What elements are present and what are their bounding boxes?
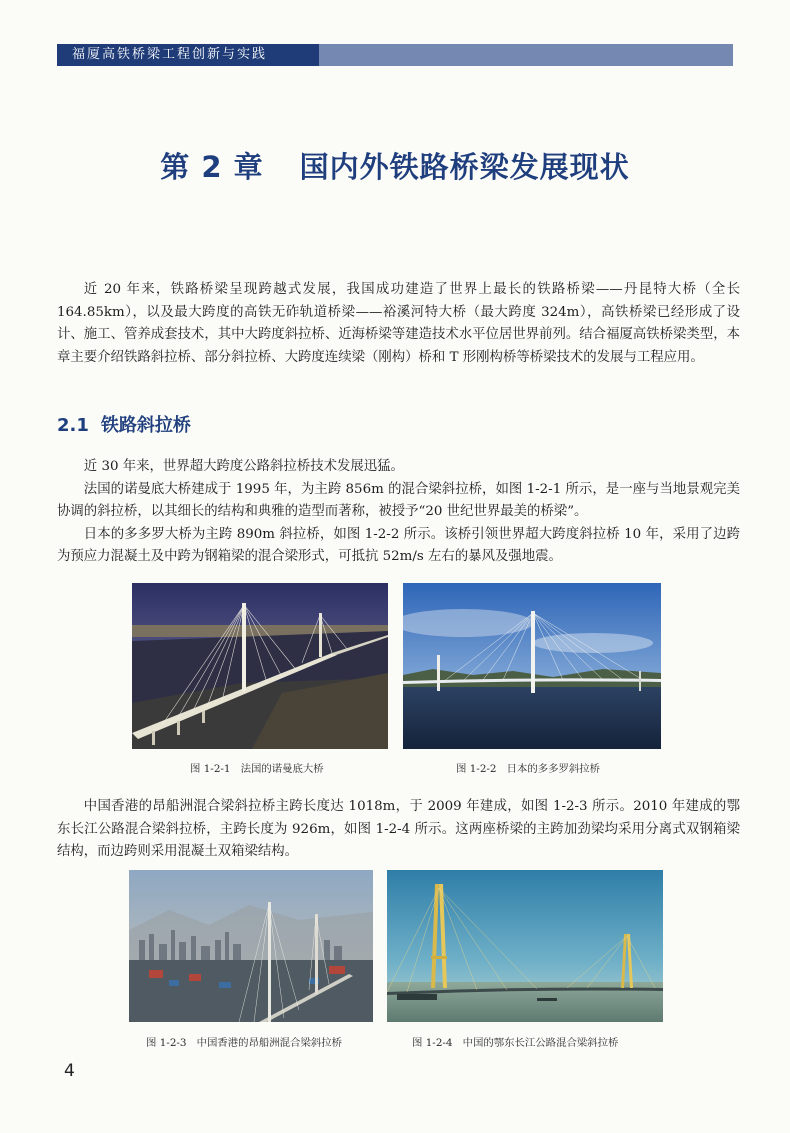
chapter-title xyxy=(0,145,790,186)
figure-tatara-bridge-photo xyxy=(403,583,661,749)
section-paragraphs xyxy=(57,456,740,569)
figure-caption xyxy=(190,760,324,775)
figure-number: 图 1-2-4 xyxy=(412,1037,453,1049)
figure-number: 图 1-2-2 xyxy=(456,763,497,775)
figure-number: 图 1-2-3 xyxy=(146,1037,187,1049)
figure-caption-text: 日本的多多罗斜拉桥 xyxy=(506,763,601,775)
figure-caption xyxy=(146,1034,342,1049)
section-heading xyxy=(57,411,191,437)
hk-paragraph-block xyxy=(57,796,740,864)
figure-caption-text: 中国的鄂东长江公路混合梁斜拉桥 xyxy=(462,1037,619,1049)
figure-stonecutters-bridge-photo xyxy=(129,870,373,1022)
paragraph: 日本的多多罗大桥为主跨 890m 斜拉桥，如图 1-2-2 所示。该桥引领世界超大跨度斜拉桥 10 年，采用了边跨为预应力混凝土及中跨为钢箱梁的混合梁形式，可抵抗 52m/s 左右的暴风及强地震。 xyxy=(57,526,740,565)
figure-caption xyxy=(412,1034,618,1049)
chapter-number: 第 2 章 xyxy=(160,150,264,184)
paragraph: 法国的诺曼底大桥建成于 1995 年，为主跨 856m 的混合梁斜拉桥，如图 1-2-1 所示，是一座与当地景观完美协调的斜拉桥，以其细长的结构和典雅的造型而著称，被授予“20 世纪世界最美的桥梁”。 xyxy=(57,481,740,520)
paragraph: 中国香港的昂船洲混合梁斜拉桥主跨长度达 1018m，于 2009 年建成，如图 1-2-3 所示。2010 年建成的鄂东长江公路混合梁斜拉桥，主跨长度为 926m，如图 1-2-4 所示。这两座桥梁的主跨加劲梁均采用分离式双钢箱梁结构，而边跨则采用混凝土双箱梁结构。 xyxy=(57,799,740,860)
intro-paragraph-block xyxy=(57,279,740,369)
figure-normandy-bridge-photo xyxy=(132,583,388,749)
chapter-title-text: 国内外铁路桥梁发展现状 xyxy=(299,150,630,184)
figure-edong-bridge-photo xyxy=(387,870,663,1022)
section-title: 铁路斜拉桥 xyxy=(100,415,191,436)
figure-caption-text: 法国的诺曼底大桥 xyxy=(240,763,324,775)
intro-paragraph: 近 20 年来，铁路桥梁呈现跨越式发展，我国成功建造了世界上最长的铁路桥梁——丹昆特大桥（全长 164.85km），以及最大跨度的高铁无砟轨道桥梁——裕溪河特大桥（最大跨度 324m），高铁桥梁已经形成了设计、施工、管养成套技术，其中大跨度斜拉桥、近海桥梁等建造技术水平位居世界前列。结合福厦高铁桥梁类型，本章主要介绍铁路斜拉桥、部分斜拉桥、大跨度连续梁（刚构）桥和 T 形刚构桥等桥梁技术的发展与工程应用。 xyxy=(57,282,740,365)
section-number: 2.1 xyxy=(57,415,89,436)
figure-number: 图 1-2-1 xyxy=(190,763,231,775)
page-number: 4 xyxy=(64,1061,75,1081)
figure-caption xyxy=(456,760,600,775)
paragraph: 近 30 年来，世界超大跨度公路斜拉桥技术发展迅猛。 xyxy=(83,459,404,474)
running-header-title: 福厦高铁桥梁工程创新与实践 xyxy=(72,47,268,62)
figure-caption-text: 中国香港的昂船洲混合梁斜拉桥 xyxy=(196,1037,343,1049)
